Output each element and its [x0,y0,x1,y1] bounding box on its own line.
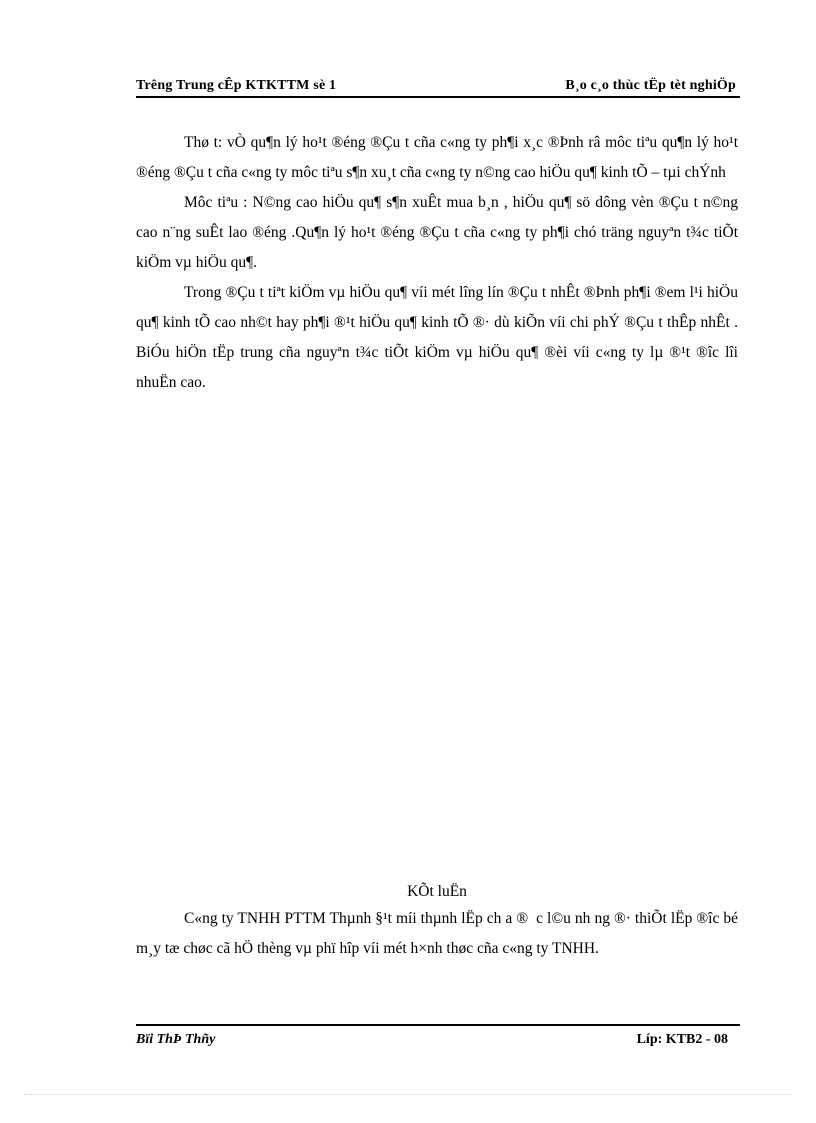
footer-class: Líp: KTB2 - 08 [636,1032,728,1047]
paragraph-objectives: Môc tiªu : N©ng cao hiÖu qu¶ s¶n xuÊt mua b¸n , hiÖu qu¶ sö dông vèn ®Çu t n©ng cao n¨ng suÊt lao ®éng .Qu¶n lý ho¹t ®éng ®Çu t cña c«ng ty ph¶i chó träng nguyªn t¾c tiÕt kiÖm vµ hiÖu qu¶. [136,194,738,271]
header-school-name: Trêng Trung cÊp KTKTTM sè 1 [136,78,337,93]
header-report-title: B¸o c¸o thùc tËp tèt nghiÖp [565,78,736,93]
conclusion-heading: KÕt luËn [407,883,467,900]
conclusion-body [136,904,738,964]
paragraph-conclusion: C«ng ty TNHH PTTM Thµnh §¹t míi thµnh lËp ch a ® c l©u nh ng ®· thiÕt lËp ®îc bé m¸y tæ chøc cã hÖ thèng vµ phï hîp víi mét h×nh thøc cña c«ng ty TNHH. [136,910,738,957]
page-edge-divider [24,1094,792,1095]
page-header [136,76,740,98]
footer-author: Bïi ThÞ Thñy [136,1032,216,1047]
body-text [136,128,738,398]
paragraph-management: Thø t: vÒ qu¶n lý ho¹t ®éng ®Çu t cña c«ng ty ph¶i x¸c ®Þnh râ môc tiªu qu¶n lý ho¹t ®éng ®Çu t cña c«ng ty môc tiªu s¶n xu¸t cña c«ng ty n©ng cao hiÖu qu¶ kinh tÕ – tµi chÝnh [136,134,738,181]
paragraph-efficiency: Trong ®Çu t tiªt kiÖm vµ hiÖu qu¶ víi mét lîng lín ®Çu t nhÊt ®Þnh ph¶i ®em l¹i hiÖu qu¶ kinh tÕ cao nh©t hay ph¶i ®¹t hiÖu qu¶ kinh tÕ ®· dù kiÕn víi chi phÝ ®Çu t thÊp nhÊt . BiÓu hiÖn tËp trung cña nguyªn t¾c tiÕt kiÖm vµ hiÖu qu¶ ®èi víi c«ng ty lµ ®¹t ®îc lîi nhuËn cao. [136,284,738,391]
page-footer [136,1024,740,1050]
